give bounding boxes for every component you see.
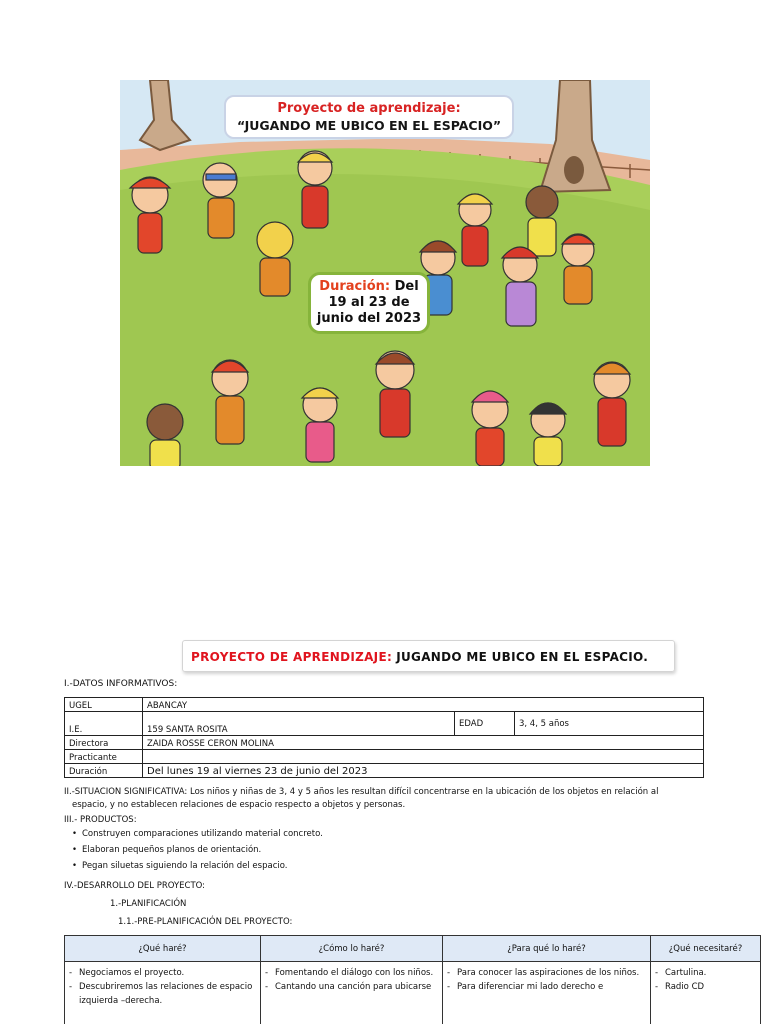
producto-text: Elaboran pequeños planos de orientación.	[82, 845, 262, 855]
cell-item: Descubriremos las relaciones de espacio izquierda –derecha.	[79, 982, 253, 1006]
producto-text: Pegan siluetas siguiendo la relación del espacio.	[82, 861, 288, 871]
section-datos-informativos-title: I.-DATOS INFORMATIVOS:	[64, 679, 178, 689]
cell-item: Para conocer las aspiraciones de los niños.	[457, 968, 640, 978]
table-cell: - Fomentando el diálogo con los niños. - Cantando una canción para ubicarse	[261, 962, 443, 1024]
situacion-significativa-line2: espacio, y no establecen relaciones de espacio respecto a objetos y personas.	[72, 800, 406, 810]
productos-title: III.- PRODUCTOS:	[64, 815, 137, 825]
table-row	[65, 962, 761, 1024]
cell-item: Cartulina.	[665, 968, 707, 978]
duration-text: Del 19 al 23 de junio del 2023	[316, 279, 422, 326]
illustration-title-banner	[224, 95, 514, 139]
illustration-title-line1: Proyecto de aprendizaje:	[277, 101, 461, 116]
list-item: • Construyen comparaciones utilizando material concreto.	[72, 829, 323, 839]
situacion-significativa-line1: II.-SITUACION SIGNIFICATIVA: Los niños y niñas de 3, 4 y 5 años les resultan difícil concentrarse en la ubicación de los objetos en relación al	[64, 787, 659, 797]
planificacion-subtitle: 1.-PLANIFICACIÓN	[110, 899, 187, 909]
row-label: Duración	[65, 764, 143, 778]
list-item: • Elaboran pequeños planos de orientación.	[72, 845, 262, 855]
edad-value: 3, 4, 5 años	[515, 712, 704, 736]
project-cover-illustration	[120, 80, 650, 466]
edad-label: EDAD	[455, 712, 515, 736]
table-header-row	[65, 936, 761, 962]
row-label: UGEL	[65, 698, 143, 712]
column-header: ¿Para qué lo haré?	[443, 936, 651, 962]
table-row	[65, 698, 704, 712]
pre-planificacion-subtitle: 1.1.-PRE-PLANIFICACIÓN DEL PROYECTO:	[118, 917, 293, 927]
row-value	[143, 750, 704, 764]
project-heading	[182, 640, 675, 672]
project-heading-title: JUGANDO ME UBICO EN EL ESPACIO.	[396, 650, 649, 664]
cell-item: Cantando una canción para ubicarse	[275, 982, 432, 992]
illustration-title-line2: “JUGANDO ME UBICO EN EL ESPACIO”	[236, 118, 502, 133]
table-row	[65, 764, 704, 778]
column-header: ¿Cómo lo haré?	[261, 936, 443, 962]
row-value: ABANCAY	[143, 698, 704, 712]
table-row	[65, 736, 704, 750]
column-header: ¿Qué necesitaré?	[651, 936, 761, 962]
cell-item: Fomentando el diálogo con los niños.	[275, 968, 434, 978]
column-header: ¿Qué haré?	[65, 936, 261, 962]
list-item: • Pegan siluetas siguiendo la relación del espacio.	[72, 861, 288, 871]
table-cell: - Para conocer las aspiraciones de los niños. - Para diferenciar mi lado derecho e	[443, 962, 651, 1024]
table-row	[65, 750, 704, 764]
row-value: ZAIDA ROSSE CERON MOLINA	[143, 736, 704, 750]
illustration-duration-box	[308, 272, 430, 334]
row-label: Practicante	[65, 750, 143, 764]
pre-planificacion-table	[64, 935, 761, 1024]
cell-item: Para diferenciar mi lado derecho e	[457, 982, 604, 992]
row-value: Del lunes 19 al viernes 23 de junio del 2023	[143, 764, 704, 778]
row-label: I.E.	[65, 712, 143, 736]
duration-label: Duración:	[319, 279, 391, 294]
cell-item: Radio CD	[665, 982, 705, 992]
desarrollo-title: IV.-DESARROLLO DEL PROYECTO:	[64, 881, 206, 891]
datos-informativos-table	[64, 697, 704, 778]
project-heading-label: PROYECTO DE APRENDIZAJE:	[191, 650, 393, 664]
table-cell: - Negociamos el proyecto. - Descubriremos las relaciones de espacio izquierda –derecha.	[65, 962, 261, 1024]
cell-item: Negociamos el proyecto.	[79, 968, 185, 978]
producto-text: Construyen comparaciones utilizando material concreto.	[82, 829, 323, 839]
table-row	[65, 712, 704, 736]
table-cell: - Cartulina. - Radio CD	[651, 962, 761, 1024]
row-label: Directora	[65, 736, 143, 750]
row-value: 159 SANTA ROSITA	[143, 712, 455, 736]
